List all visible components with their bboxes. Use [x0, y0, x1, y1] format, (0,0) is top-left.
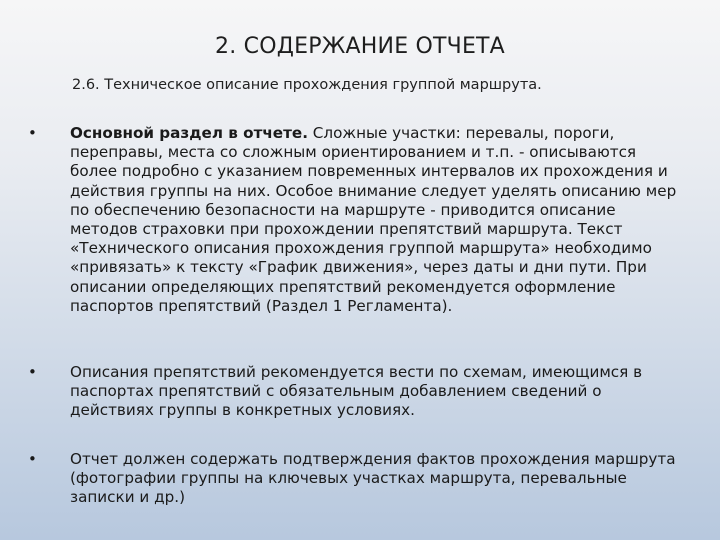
slide-title: 2. СОДЕРЖАНИЕ ОТЧЕТА — [215, 34, 505, 59]
slide-subtitle: 2.6. Техническое описание прохождения группой маршрута. — [72, 77, 542, 93]
bullet-marker: • — [28, 363, 37, 381]
bullet-item-main-section — [28, 124, 688, 316]
bullet-text — [70, 124, 682, 316]
bullet-lead-bold: Основной раздел в отчете. — [70, 124, 308, 142]
bullet-text: Отчет должен содержать подтверждения фактов прохождения маршрута (фотографии группы на ключевых участках маршрута, перевальные записки и др.) — [70, 450, 676, 507]
bullet-marker: • — [28, 124, 37, 142]
bullet-text: Описания препятствий рекомендуется вести по схемам, имеющимся в паспортах препятствий с обязательным добавлением сведений о действиях группы в конкретных условиях. — [70, 363, 643, 420]
bullet-item-report-evidence — [28, 450, 688, 508]
bullet-item-obstacle-descriptions — [28, 363, 688, 421]
bullet-marker: • — [28, 450, 37, 468]
bullet-body: Сложные участки: перевалы, пороги, переправы, места со сложным ориентированием и т.п. - описываются более подробно с указанием повременных интервалов их прохождения и действия группы на них. Особое внимание следует уделять описанию мер по обеспечению безопасности на маршруте - приводится описание методов страховки при прохождении препятствий маршрута. Текст «Технического описания прохождения группой маршрута» необходимо «привязать» к тексту «График движения», через даты и дни пути. При описании определяющих препятствий рекомендуется оформление паспортов препятствий (Раздел 1 Регламента). — [70, 124, 677, 315]
